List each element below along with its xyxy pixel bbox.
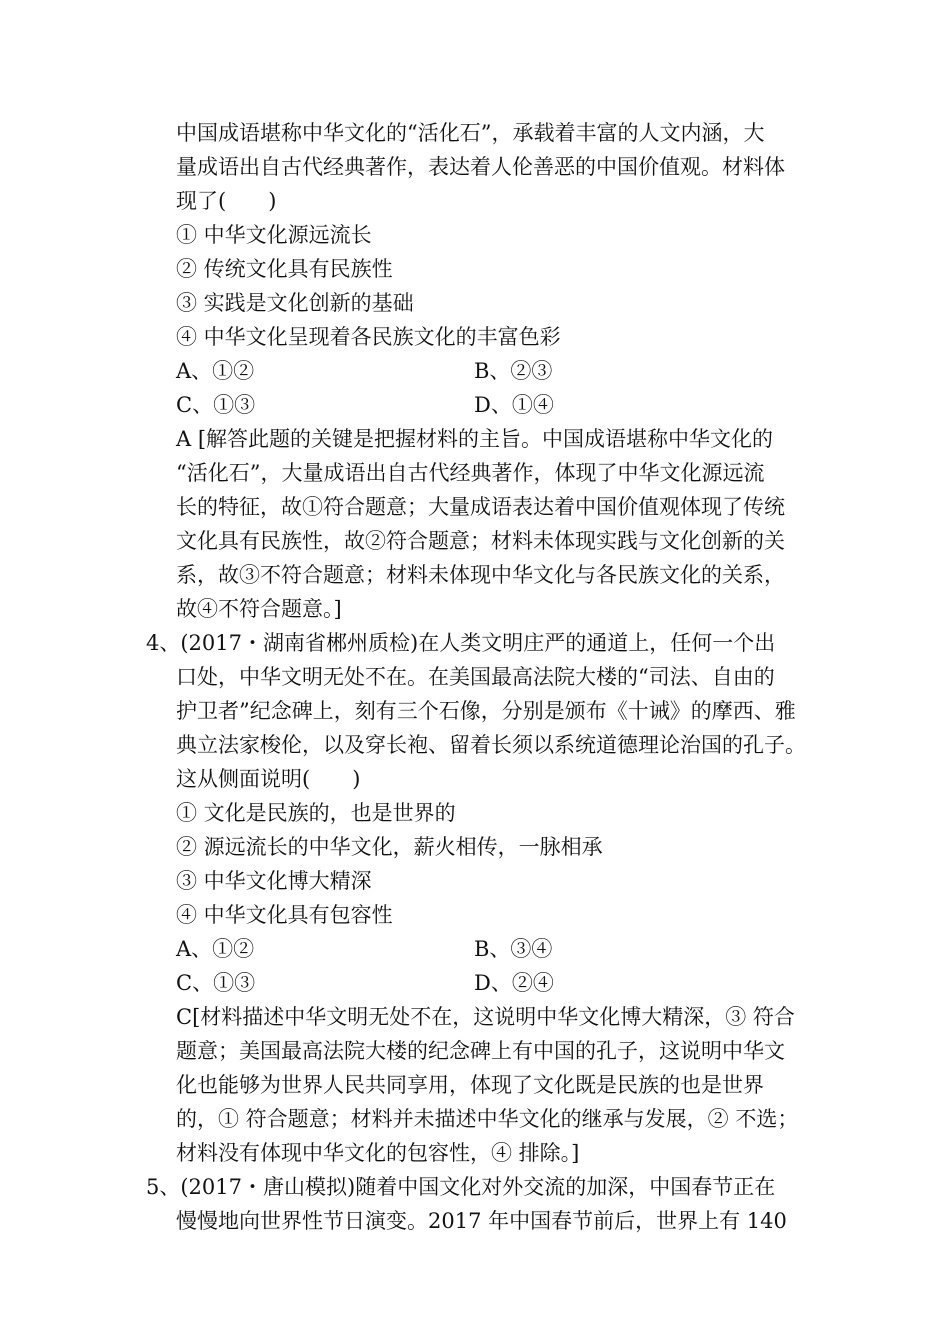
q4-answer-line: 题意；美国最高法院大楼的纪念碑上有中国的孔子，这说明中华文 <box>176 1039 785 1063</box>
q4-stem-line: 这从侧面说明( ) <box>176 767 361 791</box>
q5-stem-line: 慢慢地向世界性节日演变。2017 年中国春节前后，世界上有 140 <box>176 1209 787 1233</box>
q4-answer-line: 的，① 符合题意；材料并未描述中华文化的继承与发展，② 不选； <box>176 1107 799 1131</box>
q3-stem-line: 现了( ) <box>176 189 277 213</box>
q3-stem-line: 中国成语堪称中华文化的“活化石”，承载着丰富的人文内涵，大 <box>176 121 765 145</box>
q3-answer-line: 系，故③不符合题意；材料未体现中华文化与各民族文化的关系， <box>176 563 785 587</box>
q3-answer-line: 文化具有民族性，故②符合题意；材料未体现实践与文化创新的关 <box>176 529 785 553</box>
q4-item: ④ 中华文化具有包容性 <box>176 903 393 927</box>
q4-item: ① 文化是民族的，也是世界的 <box>176 801 456 825</box>
q4-option-a: A、①② <box>176 937 255 961</box>
q3-item: ① 中华文化源远流长 <box>176 223 372 247</box>
q4-answer-line: 化也能够为世界人民共同享用，体现了文化既是民族的也是世界 <box>176 1073 764 1097</box>
q4-option-b: B、③④ <box>474 937 553 961</box>
q3-answer-line: “活化石”，大量成语出自古代经典著作，体现了中华文化源远流 <box>176 461 765 485</box>
q3-item: ② 传统文化具有民族性 <box>176 257 393 281</box>
q4-option-d: D、②④ <box>474 971 554 995</box>
q3-option-b: B、②③ <box>474 359 553 383</box>
q3-answer-line: 长的特征，故①符合题意；大量成语表达着中国价值观体现了传统 <box>176 495 785 519</box>
q4-stem-line: 典立法家梭伦，以及穿长袍、留着长须以系统道德理论治国的孔子。 <box>176 733 806 757</box>
q5-stem-line: 5、(2017・唐山模拟)随着中国文化对外交流的加深，中国春节正在 <box>146 1175 776 1199</box>
q3-option-d: D、①④ <box>474 393 554 417</box>
q4-option-c: C、①③ <box>176 971 256 995</box>
q4-item: ② 源远流长的中华文化，薪火相传，一脉相承 <box>176 835 603 859</box>
q4-stem-line: 口处，中华文明无处不在。在美国最高法院大楼的“司法、自由的 <box>176 665 775 689</box>
q4-answer-line: C[材料描述中华文明无处不在，这说明中华文化博大精深，③ 符合 <box>176 1005 795 1029</box>
q4-stem-line: 护卫者”纪念碑上，刻有三个石像，分别是颁布《十诫》的摩西、雅 <box>176 699 796 723</box>
q3-answer-line: 故④不符合题意。] <box>176 597 342 621</box>
q4-item: ③ 中华文化博大精深 <box>176 869 372 893</box>
q3-item: ④ 中华文化呈现着各民族文化的丰富色彩 <box>176 325 561 349</box>
q3-stem-line: 量成语出自古代经典著作，表达着人伦善恶的中国价值观。材料体 <box>176 155 785 179</box>
q3-option-c: C、①③ <box>176 393 256 417</box>
q4-answer-line: 材料没有体现中华文化的包容性，④ 排除。] <box>176 1141 580 1165</box>
q4-stem-line: 4、(2017・湖南省郴州质检)在人类文明庄严的通道上，任何一个出 <box>146 631 776 655</box>
q3-answer-line: A [解答此题的关键是把握材料的主旨。中国成语堪称中华文化的 <box>176 427 774 451</box>
q3-option-a: A、①② <box>176 359 255 383</box>
q3-item: ③ 实践是文化创新的基础 <box>176 291 414 315</box>
